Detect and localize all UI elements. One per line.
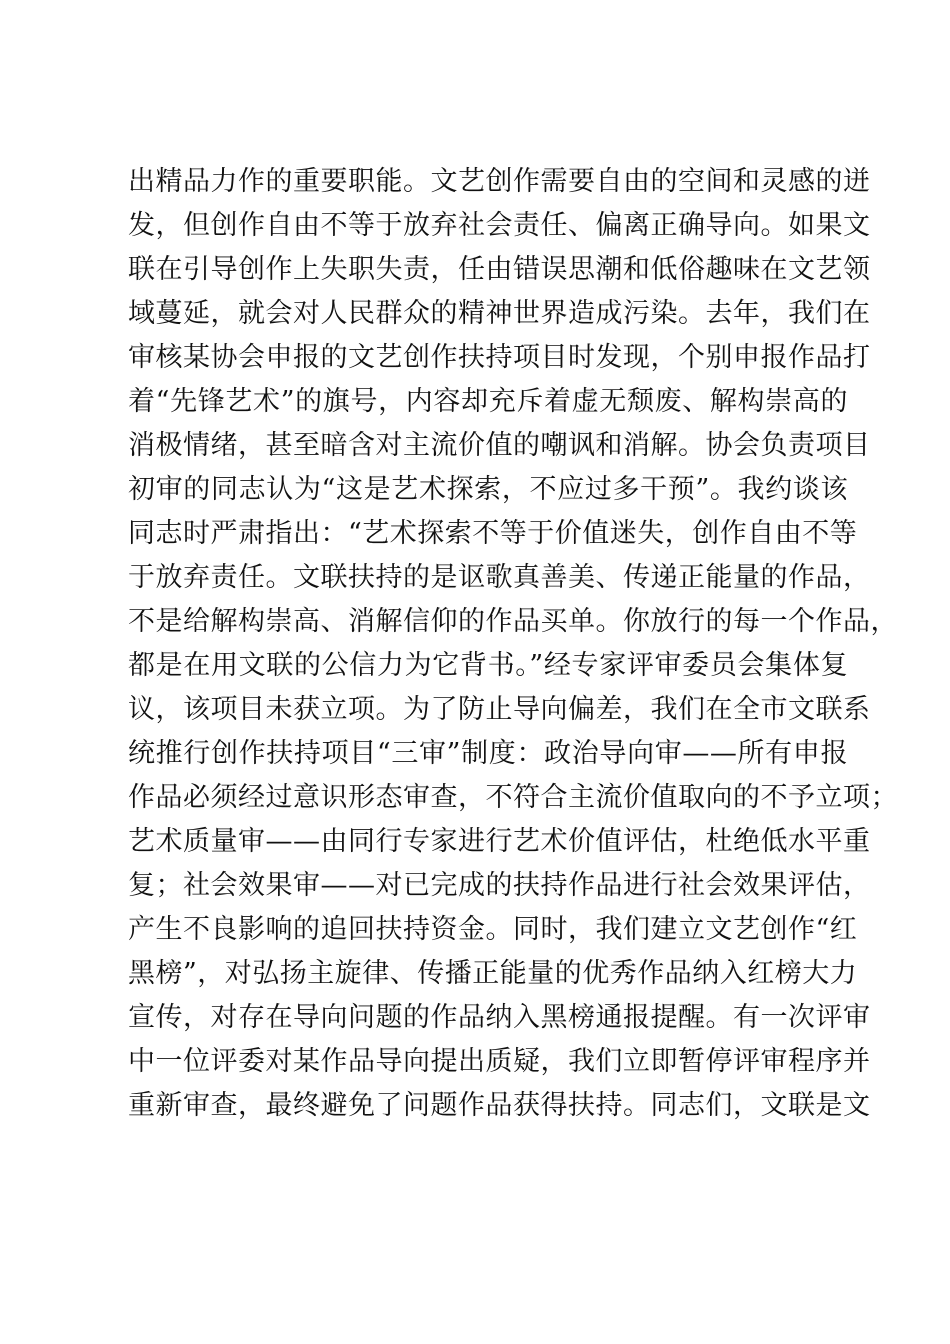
text-line: 初审的同志认为“这是艺术探索，不应过多干预”。我约谈该: [128, 474, 848, 505]
text-line: 艺术质量审——由同行专家进行艺术价值评估，杜绝低水平重: [128, 826, 871, 857]
text-line: 中一位评委对某作品导向提出质疑，我们立即暂停评审程序并: [128, 1046, 871, 1077]
text-line: 联在引导创作上失职失责，任由错误思潮和低俗趣味在文艺领: [128, 254, 871, 285]
text-line: 产生不良影响的追回扶持资金。同时，我们建立文艺创作“红: [128, 914, 858, 945]
text-line: 审核某协会申报的文艺创作扶持项目时发现，个别申报作品打: [128, 342, 871, 373]
text-line: 消极情绪，甚至暗含对主流价值的嘲讽和消解。协会负责项目: [128, 430, 871, 461]
text-line: 重新审查，最终避免了问题作品获得扶持。同志们，文联是文: [128, 1090, 871, 1121]
text-line: 作品必须经过意识形态审查，不符合主流价值取向的不予立项；: [128, 782, 898, 813]
text-line: 复；社会效果审——对已完成的扶持作品进行社会效果评估，: [128, 870, 871, 901]
text-line: 着“先锋艺术”的旗号，内容却充斥着虚无颓废、解构崇高的: [128, 386, 848, 417]
text-line: 出精品力作的重要职能。文艺创作需要自由的空间和灵感的迸: [128, 166, 871, 197]
body-text: [128, 160, 898, 1128]
text-line: 都是在用文联的公信力为它背书。”经专家评审委员会集体复: [128, 650, 848, 681]
text-line: 议，该项目未获立项。为了防止导向偏差，我们在全市文联系: [128, 694, 871, 725]
text-line: 同志时严肃指出：“艺术探索不等于价值迷失，创作自由不等: [128, 518, 858, 549]
text-line: 宣传，对存在导向问题的作品纳入黑榜通报提醒。有一次评审: [128, 1002, 871, 1033]
text-line: 发，但创作自由不等于放弃社会责任、偏离正确导向。如果文: [128, 210, 871, 241]
text-line: 不是给解构崇高、消解信仰的作品买单。你放行的每一个作品，: [128, 606, 898, 637]
text-line: 黑榜”，对弘扬主旋律、传播正能量的优秀作品纳入红榜大力: [128, 958, 858, 989]
text-line: 域蔓延，就会对人民群众的精神世界造成污染。去年，我们在: [128, 298, 871, 329]
text-line: 于放弃责任。文联扶持的是讴歌真善美、传递正能量的作品，: [128, 562, 871, 593]
text-line: 统推行创作扶持项目“三审”制度：政治导向审——所有申报: [128, 738, 848, 769]
